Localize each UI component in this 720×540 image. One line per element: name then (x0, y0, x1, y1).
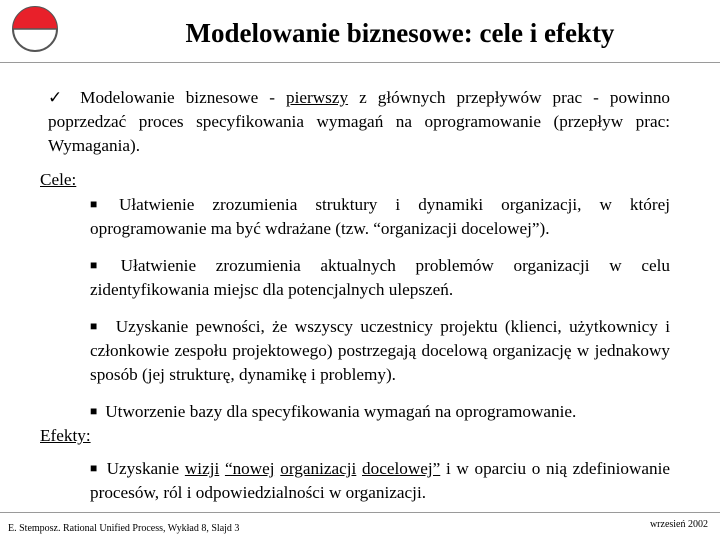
slide-content (40, 86, 670, 517)
cele-item: ■ Utworzenie bazy dla specyfikowania wymagań na oprogramowanie. (90, 402, 577, 421)
footer-date: wrzesień 2002 (649, 519, 708, 530)
bullet-icon: ■ (90, 404, 98, 418)
footer-divider (0, 512, 720, 513)
page-title: Modelowanie biznesowe: cele i efekty (185, 18, 615, 48)
logo-icon (10, 4, 60, 54)
cele-item: ■ Uzyskanie pewności, że wszyscy uczestnicy projektu (klienci, użytkownicy i członkowie zespołu projektowego) postrzegają docelową organizację w jednakowy sposób (jej strukturę, dynamikę i problemy). (90, 317, 670, 384)
bullet-icon: ■ (90, 461, 99, 475)
bullet-icon: ■ (90, 319, 101, 333)
bullet-icon: ■ (90, 197, 111, 211)
title-divider (0, 62, 720, 63)
efekty-item: ■ Uzyskanie wizji “nowej organizacji docelowej” i w oparciu o nią zdefiniowanie procesów, ról i odpowiedzialności w organizacji. (90, 459, 671, 502)
cele-item: ■ Ułatwienie zrozumienia struktury i dynamiki organizacji, w której oprogramowanie ma być wdrażane (tzw. “organizacji docelowej”). (90, 195, 671, 238)
cele-item: ■ Ułatwienie zrozumienia aktualnych problemów organizacji w celu zidentyfikowania miejsc dla potencjalnych ulepszeń. (90, 256, 671, 299)
efekty-label: Efekty: (40, 426, 91, 445)
bullet-icon: ■ (90, 258, 113, 272)
check-icon: ✓ (48, 88, 70, 107)
footer-credit: E. Stemposz. Rational Unified Process, Wykład 8, Slajd 3 (8, 523, 240, 534)
cele-label: Cele: (40, 170, 77, 189)
intro-paragraph: ✓ Modelowanie biznesowe - pierwszy z głównych przepływów prac - powinno poprzedzać proces specyfikowania wymagań na oprogramowanie (przepływ prac: Wymagania). (48, 88, 671, 155)
